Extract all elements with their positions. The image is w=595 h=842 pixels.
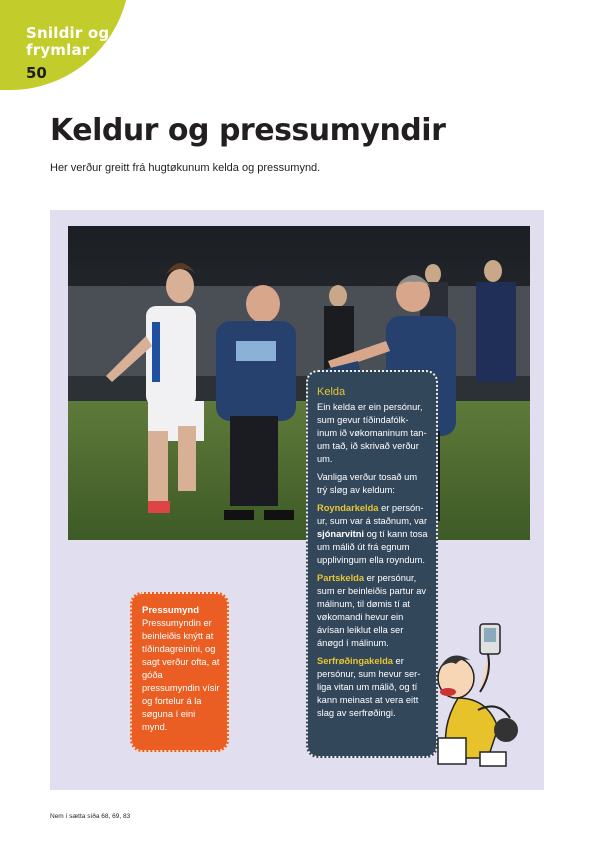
section-label-line2: frymlar	[26, 41, 90, 59]
footer-note: Nem í sætta síða 68, 69, 83	[50, 813, 131, 820]
pressumynd-text: Pressumyndin er beinleiðis knýtt at tíðindagreinini, og sagt verður ofta, at góða pressumyndin vísir og fortelur á la søguna í eini mynd.	[142, 618, 220, 732]
kelda-term: Royndarkelda	[317, 503, 379, 513]
section-label-line1: Snildir og	[26, 24, 110, 42]
football-celebration-photo	[68, 226, 530, 540]
kelda-info-box	[306, 370, 438, 758]
reporter-with-phone-cartoon	[428, 620, 538, 770]
page-title: Keldur og pressumyndir	[50, 113, 446, 148]
kelda-intro: Ein kelda er ein persónur, sum gevur tíðindafólk-inum ið vøkomaninum tan-um tað, ið skrivað verður um.	[317, 402, 427, 464]
kelda-heading: Kelda	[317, 386, 346, 398]
kelda-types-intro: Vanliga verður tosað um trý sløg av keldum:	[317, 472, 418, 495]
kelda-term-text2: og tí kann tosa um málið út frá egnum upplivingum ella royndum.	[317, 529, 428, 565]
kelda-item	[317, 655, 428, 720]
kelda-term-text: er persónur, sum er beinleiðis partur av málinum, til dømis tí at vøkomandi hevur ein ávísan leiklut ella ser ánøgd í málinum.	[317, 573, 427, 648]
pressumynd-heading: Pressumynd	[142, 605, 200, 616]
page-subtitle: Her verður greitt frá hugtøkunum kelda og pressumynd.	[50, 162, 321, 174]
kelda-item	[317, 502, 428, 567]
kelda-term: Partskelda	[317, 573, 365, 583]
kelda-term2: sjónarvitni	[317, 529, 365, 539]
kelda-term-text: er persón-ur, sum var á staðnum, var	[317, 503, 428, 526]
kelda-term: Serfrøðingakelda	[317, 656, 393, 666]
photo-illustration	[68, 226, 530, 540]
cartoon-illustration	[428, 620, 538, 770]
kelda-item	[317, 572, 428, 650]
section-label	[26, 25, 109, 59]
page-number: 50	[26, 64, 47, 82]
kelda-term-text: er persónur, sum hevur ser-liga vitan um málið, og tí kann meinast at vera eitt slag av serfrøðingi.	[317, 656, 421, 718]
pressumynd-info-box	[130, 592, 229, 752]
